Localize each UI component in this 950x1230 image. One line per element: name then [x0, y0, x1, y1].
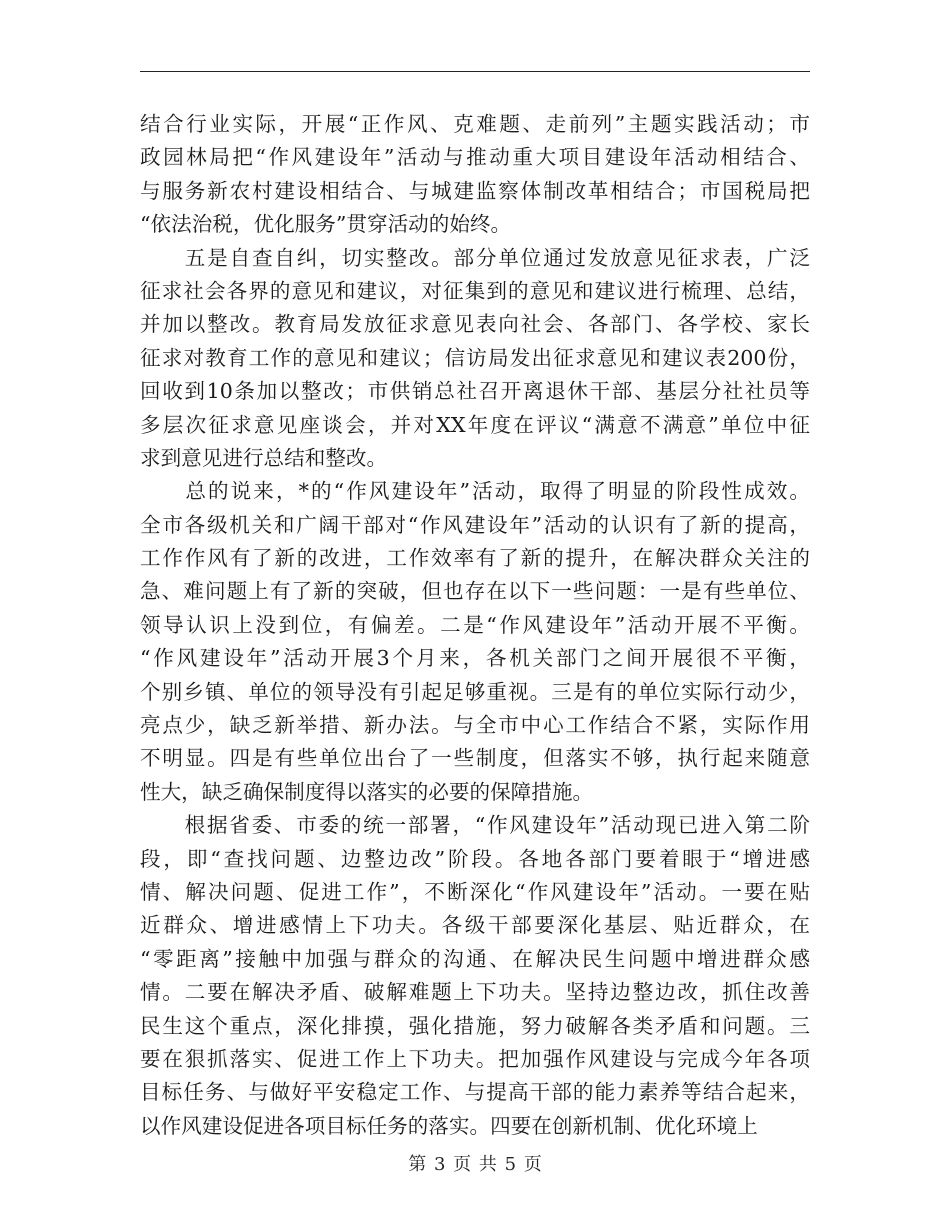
text-line: 回收到10条加以整改；市供销总社召开离退休干部、基层分社社员等 — [140, 379, 810, 404]
text-line: 以作风建设促进各项目标任务的落实。四要在创新机制、优化环境上 — [140, 1113, 758, 1138]
text-line: 总的说来，*的“作风建设年”活动，取得了明显的阶段性成效。 — [140, 479, 810, 504]
text-line: 征求对教育工作的意见和建议；信访局发出征求意见和建议表200份， — [140, 345, 810, 370]
text-line: 急、难问题上有了新的突破，但也存在以下一些问题：一是有些单位、 — [140, 579, 810, 604]
text-line: 五是自查自纠，切实整改。部分单位通过发放意见征求表，广泛 — [140, 245, 810, 270]
text-line: “作风建设年”活动开展3个月来，各机关部门之间开展很不平衡， — [140, 646, 810, 671]
text-line: 情、解决问题、促进工作”，不断深化“作风建设年”活动。一要在贴 — [140, 879, 810, 904]
text-line: 目标任务、与做好平安稳定工作、与提高干部的能力素养等结合起来， — [140, 1080, 810, 1105]
text-line: 情。二要在解决矛盾、破解难题上下功夫。坚持边整边改，抓住改善 — [140, 980, 810, 1005]
text-line: 并加以整改。教育局发放征求意见表向社会、各部门、各学校、家长 — [140, 312, 810, 337]
text-line: 征求社会各界的意见和建议，对征集到的意见和建议进行梳理、总结， — [140, 278, 810, 303]
text-line: 近群众、增进感情上下功夫。各级干部要深化基层、贴近群众，在 — [140, 913, 810, 938]
text-line: 不明显。四是有些单位出台了一些制度，但落实不够，执行起来随意 — [140, 746, 810, 771]
text-line: 亮点少，缺乏新举措、新办法。与全市中心工作结合不紧，实际作用 — [140, 713, 810, 738]
text-line: “零距离”接触中加强与群众的沟通、在解决民生问题中增进群众感 — [140, 946, 810, 971]
text-line: 性大，缺乏确保制度得以落实的必要的保障措施。 — [140, 779, 594, 804]
text-line: 求到意见进行总结和整改。 — [140, 445, 388, 470]
text-line: 政园林局把“作风建设年”活动与推动重大项目建设年活动相结合、 — [140, 145, 810, 170]
text-line: 个别乡镇、单位的领导没有引起足够重视。三是有的单位实际行动少， — [140, 679, 810, 704]
body-text — [140, 108, 810, 1143]
text-line: 多层次征求意见座谈会，并对XX年度在评议“满意不满意”单位中征 — [140, 412, 810, 437]
text-line: 领导认识上没到位，有偏差。二是“作风建设年”活动开展不平衡。 — [140, 612, 810, 637]
text-line: “依法治税，优化服务”贯穿活动的始终。 — [140, 212, 512, 237]
text-line: 民生这个重点，深化排摸，强化措施，努力破解各类矛盾和问题。三 — [140, 1013, 810, 1038]
text-line: 段，即“查找问题、边整边改”阶段。各地各部门要着眼于“增进感 — [140, 846, 810, 871]
text-line: 结合行业实际，开展“正作风、克难题、走前列”主题实践活动；市 — [140, 112, 810, 136]
text-line: 与服务新农村建设相结合、与城建监察体制改革相结合；市国税局把 — [140, 178, 810, 203]
header-rule — [140, 71, 810, 72]
text-line: 要在狠抓落实、促进工作上下功夫。把加强作风建设与完成今年各项 — [140, 1046, 810, 1071]
text-line: 工作作风有了新的改进，工作效率有了新的提升，在解决群众关注的 — [140, 546, 810, 571]
text-line: 根据省委、市委的统一部署，“作风建设年”活动现已进入第二阶 — [140, 813, 810, 838]
text-line: 全市各级机关和广阔干部对“作风建设年”活动的认识有了新的提高， — [140, 512, 810, 537]
page-footer: 第 3 页 共 5 页 — [408, 1154, 542, 1175]
